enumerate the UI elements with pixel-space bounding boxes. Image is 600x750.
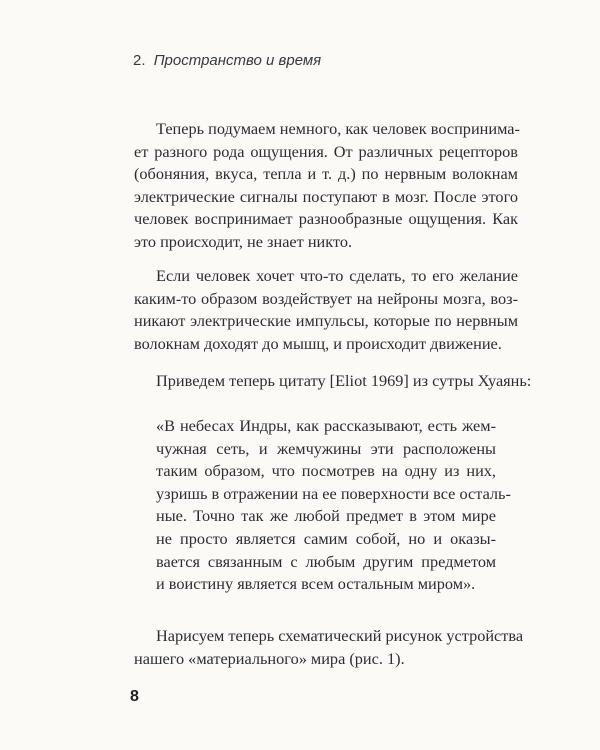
running-head	[133, 52, 321, 69]
quote-line: вается связанным с любым другим предметом	[156, 551, 496, 571]
paragraph-line: (обоняния, вкуса, тепла и т. д.) по нервным волокнам	[134, 164, 518, 184]
paragraph-line: Теперь подумаем немного, как человек воспринима-	[156, 119, 520, 138]
paragraph-line: человек воспринимает разнообразные ощущения. Как	[134, 209, 518, 229]
paragraph-figure-intro	[134, 625, 524, 670]
paragraph-perception	[134, 118, 518, 254]
quote-line: и воистину является всем остальным миром».	[156, 574, 476, 594]
paragraph-line: ет разного рода ощущения. От различных рецепторов	[134, 141, 518, 161]
quote-line: ные. Точно так же любой предмет в этом мире	[156, 506, 496, 526]
quote-line: не просто является самим собой, но и оказы-	[156, 528, 496, 548]
quote-line: «В небесах Индры, как рассказывают, есть жем-	[156, 416, 496, 435]
sutra-quote	[156, 415, 511, 596]
paragraph-movement	[134, 265, 518, 355]
paragraph-line: электрические сигналы поступают в мозг. После этого	[134, 186, 518, 206]
quote-line: чужная сеть, и жемчужины эти расположены	[156, 438, 496, 458]
chapter-title: Пространство и время	[153, 52, 322, 69]
paragraph-line: Если человек хочет что-то сделать, то его желание	[156, 266, 518, 285]
paragraph-line: Нарисуем теперь схематический рисунок устройства	[156, 626, 524, 645]
paragraph-citation-intro	[134, 370, 532, 393]
quote-line: узришь в отражении на ее поверхности все осталь-	[156, 483, 511, 503]
paragraph-line: никают электрические импульсы, которые по нервным	[134, 311, 518, 331]
paragraph-line: Приведем теперь цитату [Eliot 1969] из сутры Хуаянь:	[156, 371, 532, 390]
page-number: 8	[130, 688, 139, 705]
paragraph-line: волокнам доходят до мышц, и происходит движение.	[134, 333, 502, 353]
paragraph-line: нашего «материального» мира (рис. 1).	[134, 648, 405, 668]
paragraph-line: это происходит, не знает никто.	[134, 231, 353, 251]
quote-line: таким образом, что посмотрев на одну из них,	[156, 461, 496, 481]
paragraph-line: каким-то образом воздействует на нейроны мозга, воз-	[134, 288, 518, 308]
chapter-number: 2.	[133, 52, 146, 69]
